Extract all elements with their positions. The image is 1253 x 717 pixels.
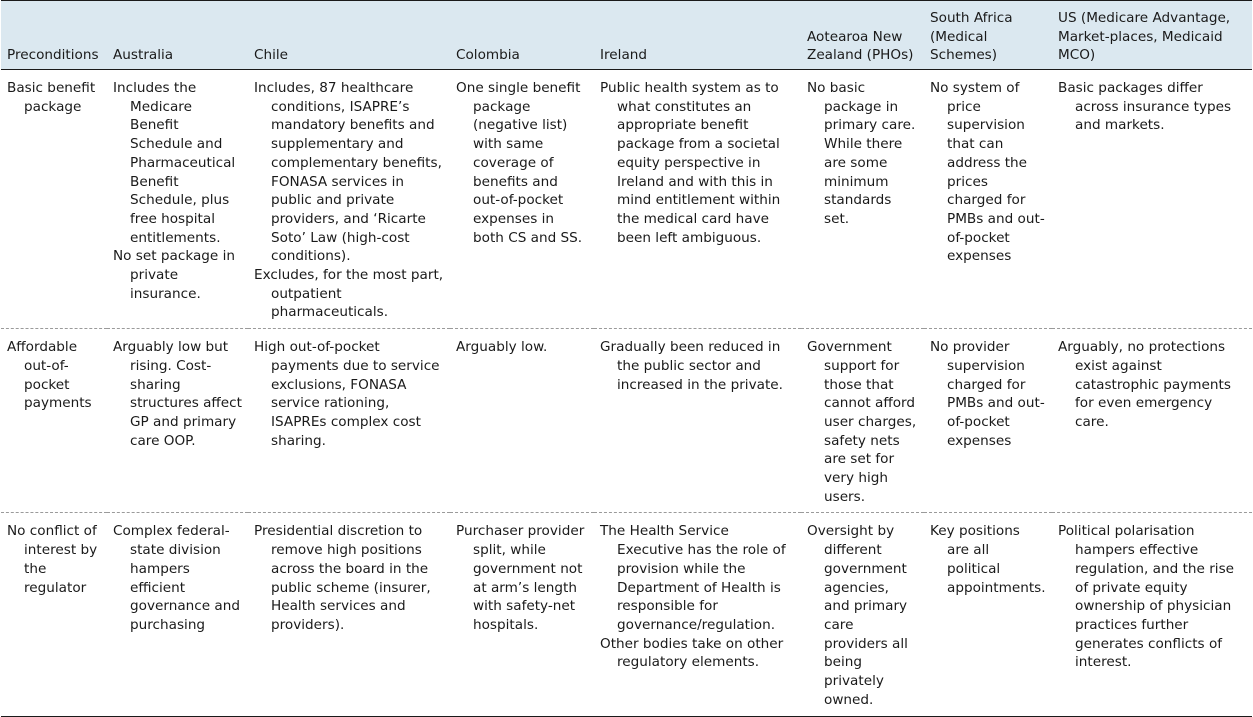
cell-new-zealand <box>801 329 924 513</box>
preconditions-comparison-table <box>1 0 1252 717</box>
cell-us <box>1052 513 1252 716</box>
cell-precondition <box>1 329 107 513</box>
cell-text: Purchaser provider split, while government not at arm’s length with safety-net hospitals. <box>456 523 585 633</box>
cell-ireland <box>594 329 801 513</box>
cell-text: Basic packages differ across insurance types and markets. <box>1058 80 1232 134</box>
cell-text: Other bodies take on other regulatory elements. <box>600 635 784 671</box>
cell-text: High out-of-pocket payments due to service exclusions, FONASA service rationing, ISAPREs complex cost sharing. <box>254 339 440 449</box>
cell-colombia <box>450 513 594 716</box>
cell-text: Oversight by different government agencies, and primary care providers all being privately owned. <box>807 523 908 708</box>
header-colombia: Colombia <box>450 1 594 70</box>
cell-new-zealand <box>801 513 924 716</box>
header-south-africa: South Africa (Medical Schemes) <box>924 1 1052 70</box>
cell-text: Government support for those that cannot afford user charges, safety nets are set for very high users. <box>807 339 917 505</box>
cell-text: Political polarisation hampers effective regulation, and the rise of private equity ownership of physician practices further generates conflicts of interest. <box>1058 523 1235 671</box>
cell-colombia <box>450 70 594 329</box>
cell-new-zealand <box>801 70 924 329</box>
cell-text: Public health system as to what constitutes an appropriate benefit package from a societal equity perspective in Ireland and with this in mind entitlement within the medical card have been left ambiguous. <box>600 80 781 246</box>
cell-text: Includes the Medicare Benefit Schedule and Pharmaceutical Benefit Schedule, plus free hospital entitlements. <box>113 80 236 246</box>
cell-south-africa <box>924 329 1052 513</box>
cell-ireland <box>594 513 801 716</box>
header-us: US (Medicare Advantage, Market-places, Medicaid MCO) <box>1052 1 1252 70</box>
table-row <box>1 329 1252 513</box>
cell-text: Key positions are all political appointments. <box>930 523 1046 596</box>
header-australia: Australia <box>107 1 248 70</box>
cell-ireland <box>594 70 801 329</box>
cell-text: Excludes, for the most part, outpatient pharmaceuticals. <box>254 267 444 321</box>
cell-chile <box>248 329 450 513</box>
table-row <box>1 513 1252 716</box>
cell-south-africa <box>924 513 1052 716</box>
cell-text: Affordable out-of-pocket payments <box>7 339 92 412</box>
cell-text: One single benefit package (negative list) with same coverage of benefits and out-of-pocket expenses in both CS and SS. <box>456 80 583 246</box>
cell-text: Arguably low but rising. Cost-sharing structures affect GP and primary care OOP. <box>113 339 242 449</box>
cell-text: No conflict of interest by the regulator <box>7 523 98 596</box>
cell-australia <box>107 70 248 329</box>
cell-australia <box>107 513 248 716</box>
cell-us <box>1052 329 1252 513</box>
cell-precondition <box>1 70 107 329</box>
cell-text: No system of price supervision that can address the prices charged for PMBs and out-of-pocket expenses <box>930 80 1045 265</box>
cell-text: Basic benefit package <box>7 80 96 115</box>
cell-text: Complex federal-state division hampers efficient governance and purchasing <box>113 523 240 633</box>
cell-text: No set package in private insurance. <box>113 248 236 302</box>
cell-australia <box>107 329 248 513</box>
cell-text: Presidential discretion to remove high positions across the board in the public scheme (insurer, Health services and providers). <box>254 523 431 633</box>
cell-text: Gradually been reduced in the public sector and increased in the private. <box>600 339 783 393</box>
cell-us <box>1052 70 1252 329</box>
table-header-row <box>1 1 1252 70</box>
header-ireland: Ireland <box>594 1 801 70</box>
cell-precondition <box>1 513 107 716</box>
cell-chile <box>248 70 450 329</box>
cell-text: The Health Service Executive has the role of provision while the Department of Health is responsible for governance/regulation. <box>600 523 786 633</box>
header-chile: Chile <box>248 1 450 70</box>
cell-text: Arguably low. <box>456 339 548 356</box>
header-new-zealand: Aotearoa New Zealand (PHOs) <box>801 1 924 70</box>
table-row <box>1 70 1252 329</box>
cell-text: No basic package in primary care. While there are some minimum standards set. <box>807 80 916 227</box>
cell-text: Includes, 87 healthcare conditions, ISAPRE’s mandatory benefits and supplementary and complementary benefits, FONASA services in public and private providers, and ‘Ricarte Soto’ Law (high-cost conditions). <box>254 80 442 265</box>
cell-colombia <box>450 329 594 513</box>
cell-text: No provider supervision charged for PMBs and out-of-pocket expenses <box>930 339 1045 449</box>
cell-chile <box>248 513 450 716</box>
header-preconditions: Preconditions <box>1 1 107 70</box>
cell-south-africa <box>924 70 1052 329</box>
cell-text: Arguably, no protections exist against catastrophic payments for even emergency care. <box>1058 339 1231 430</box>
